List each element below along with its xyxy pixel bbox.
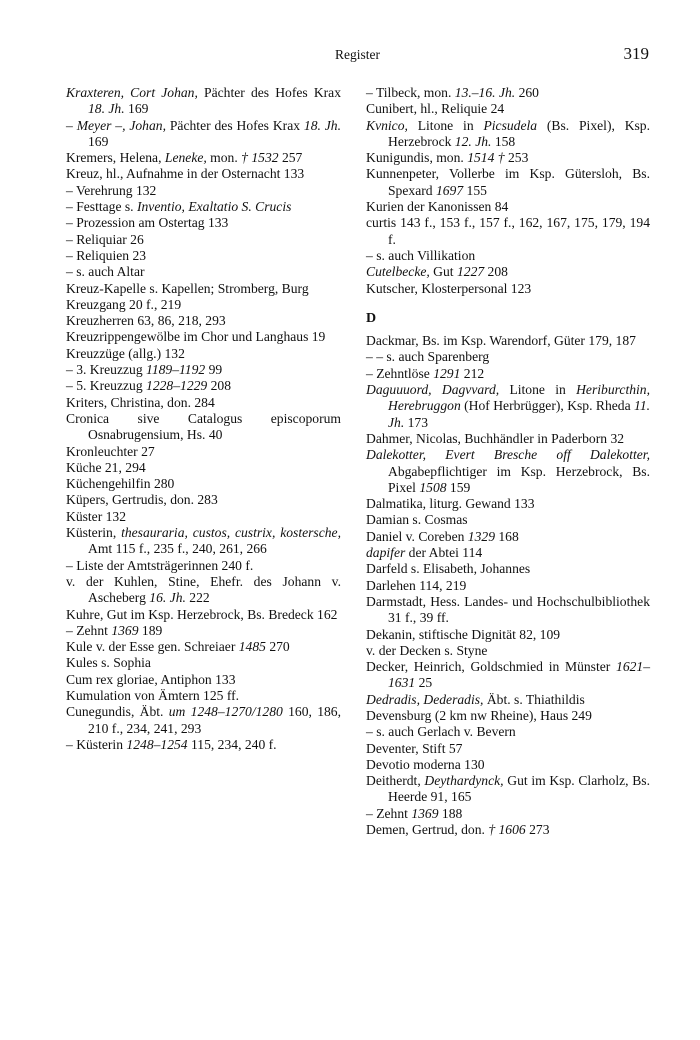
entry-text: – Zehntlöse xyxy=(366,365,434,381)
entry-text: Kunigundis, mon. xyxy=(366,150,468,166)
entry-text: 168 xyxy=(494,528,519,544)
entry-text: Cunegundis, Äbt. xyxy=(66,704,169,720)
index-entry xyxy=(66,444,341,460)
index-entry xyxy=(366,349,650,365)
entry-text: Devensburg (2 km nw Rheine), Haus 249 xyxy=(366,707,592,723)
index-entry xyxy=(366,806,650,822)
entry-text: Kurien der Kanonissen 84 xyxy=(366,199,509,215)
index-entry xyxy=(66,525,341,558)
entry-text-italic: 13.–16. Jh. xyxy=(454,85,516,100)
entry-text: – Verehrung 132 xyxy=(66,182,157,198)
entry-text: Kreuz, hl., Aufnahme in der Osternacht 133 xyxy=(66,166,305,182)
entry-text: 155 xyxy=(463,182,487,198)
entry-text: Gut im Ksp. Clarholz, Bs. Heerde 91, 165 xyxy=(388,773,650,805)
index-entry xyxy=(366,496,650,512)
index-entry xyxy=(366,333,650,349)
section-heading: D xyxy=(366,310,377,326)
entry-text: v. der Kuhlen, Stine, Ehefr. des Johann v. Ascheberg xyxy=(66,573,341,606)
entry-text-italic: 16. Jh. xyxy=(149,590,186,606)
index-entry xyxy=(66,183,341,199)
index-entry xyxy=(366,150,650,166)
index-entry xyxy=(66,704,341,737)
entry-text: Dalmatika, liturg. Gewand 133 xyxy=(366,496,535,512)
index-entry xyxy=(66,118,341,151)
entry-text: mon. xyxy=(206,150,242,166)
index-entry xyxy=(66,362,341,378)
entry-text: Cronica sive Catalogus episcoporum Osnabrugensium, Hs. 40 xyxy=(66,410,341,443)
entry-text: Küpers, Gertrudis, don. 283 xyxy=(66,492,218,508)
entry-text: – 5. Kreuzzug xyxy=(66,378,147,394)
entry-text: Demen, Gertrud, don. xyxy=(366,822,489,838)
entry-text: – s. auch Villikation xyxy=(366,247,476,263)
index-entry xyxy=(66,607,341,623)
index-entry xyxy=(366,118,650,151)
index-entry xyxy=(66,460,341,476)
entry-text: 99 xyxy=(205,362,223,378)
entry-text-italic: Picsudela xyxy=(483,117,538,133)
index-entry xyxy=(366,643,650,659)
entry-text: Kriters, Christina, don. 284 xyxy=(66,394,215,410)
entry-text-italic: 18. Jh. xyxy=(303,117,342,133)
index-entry xyxy=(66,476,341,492)
entry-text: Kule v. der Esse gen. Schreiaer xyxy=(66,639,239,655)
index-entry xyxy=(66,574,341,607)
entry-text: Deitherdt, xyxy=(366,773,425,789)
entry-text-italic: dapifer xyxy=(366,545,406,561)
entry-text-italic: Inventio, Exaltatio S. Crucis xyxy=(136,199,292,215)
index-entry xyxy=(66,688,341,704)
entry-text: – xyxy=(66,117,77,133)
entry-text: – Reliquiar 26 xyxy=(66,231,144,247)
entry-text: Deventer, Stift 57 xyxy=(366,740,463,756)
entry-text-italic: 1514 † xyxy=(467,150,505,166)
entry-text: – Tilbeck, mon. xyxy=(366,85,455,100)
entry-text: 257 xyxy=(278,150,303,166)
index-entry xyxy=(366,431,650,447)
entry-text-italic: 1329 xyxy=(467,528,495,544)
entry-text-italic: Kvnico, xyxy=(366,117,408,133)
entry-text-italic: 1369 xyxy=(111,622,139,638)
page-number: 319 xyxy=(623,44,649,63)
index-entry xyxy=(366,512,650,528)
index-entry xyxy=(66,281,341,297)
entry-text-italic: thesauraria, custos, custrix, kostersche, xyxy=(121,525,341,541)
entry-text: 270 xyxy=(265,639,290,655)
index-entry xyxy=(66,346,341,362)
entry-text-italic: 1508 xyxy=(419,479,447,495)
entry-text: – Prozession am Ostertag 133 xyxy=(66,215,229,231)
entry-text-italic: 18. Jh. xyxy=(88,101,125,117)
entry-text: v. der Decken s. Styne xyxy=(366,642,488,658)
entry-text: Kuhre, Gut im Ksp. Herzebrock, Bs. Bredeck 162 xyxy=(66,606,338,622)
index-entry xyxy=(366,741,650,757)
entry-text: – Zehnt xyxy=(366,805,412,821)
index-entry xyxy=(66,558,341,574)
index-entry xyxy=(366,366,650,382)
index-entry xyxy=(66,737,341,753)
entry-text: Kreuzherren 63, 86, 218, 293 xyxy=(66,313,226,329)
index-entry xyxy=(66,395,341,411)
index-entry xyxy=(66,166,341,182)
index-entry xyxy=(366,85,650,101)
entry-text: Litone in xyxy=(407,117,484,133)
entry-text: Küchengehilfin 280 xyxy=(66,476,175,492)
index-entry xyxy=(366,264,650,280)
entry-text: – s. auch Gerlach v. Bevern xyxy=(366,724,516,740)
entry-text-italic: Cutelbecke, xyxy=(366,264,430,280)
index-entry xyxy=(366,529,650,545)
entry-text-italic: um 1248–1270/1280 xyxy=(168,704,283,720)
entry-text: 189 xyxy=(138,622,163,638)
index-entry xyxy=(66,199,341,215)
index-entry xyxy=(66,297,341,313)
entry-text: Dahmer, Nicolas, Buchhändler in Paderborn 32 xyxy=(366,430,625,446)
index-entry xyxy=(66,672,341,688)
index-entry xyxy=(366,382,650,431)
running-head: Register xyxy=(335,47,380,62)
index-column-left xyxy=(66,85,341,753)
entry-text-italic: Dedradis, Dederadis, xyxy=(366,691,484,707)
entry-text: Devotio moderna 130 xyxy=(366,756,485,772)
entry-text: 222 xyxy=(185,590,210,606)
entry-text-italic: 1189–1192 xyxy=(146,362,206,378)
index-entry xyxy=(66,232,341,248)
entry-text: Äbt. s. Thiathildis xyxy=(483,691,585,707)
entry-text-italic: Dalekotter, Evert Bresche off Dalekotter, xyxy=(366,447,650,463)
entry-text-italic: Leneke, xyxy=(164,150,207,166)
entry-text-italic: 1621–1631 xyxy=(388,659,650,691)
index-entry xyxy=(66,509,341,525)
index-entry xyxy=(66,411,341,444)
index-column-right xyxy=(366,85,650,838)
index-entry xyxy=(366,166,650,199)
index-entry xyxy=(66,85,341,118)
entry-text: 253 xyxy=(504,150,529,166)
entry-text: 158 xyxy=(491,133,516,149)
index-entry xyxy=(366,248,650,264)
entry-text: Decker, Heinrich, Goldschmied in Münster xyxy=(366,659,617,675)
entry-text: – – s. auch Sparenberg xyxy=(366,349,490,365)
entry-text: Küsterin, xyxy=(66,525,122,541)
entry-text: – 3. Kreuzzug xyxy=(66,362,147,378)
index-entry xyxy=(66,313,341,329)
entry-text-italic: 1369 xyxy=(411,805,439,821)
index-entry xyxy=(366,215,650,248)
entry-text: 188 xyxy=(438,805,463,821)
entry-text-italic: 1227 xyxy=(456,264,485,280)
entry-text: Kreuzrippengewölbe im Chor und Langhaus 19 xyxy=(66,329,326,345)
index-entry xyxy=(366,199,650,215)
index-entry xyxy=(366,447,650,496)
index-entry xyxy=(66,150,341,166)
index-entry xyxy=(66,248,341,264)
entry-text: Darfeld s. Elisabeth, Johannes xyxy=(366,561,531,577)
entry-text: – Küsterin xyxy=(66,736,127,752)
entry-text: Pächter des Hofes Krax xyxy=(197,85,341,100)
index-entry xyxy=(366,578,650,594)
index-entry xyxy=(366,561,650,577)
entry-text: 25 xyxy=(415,675,433,691)
index-entry xyxy=(366,692,650,708)
index-entry xyxy=(366,627,650,643)
index-entry xyxy=(366,724,650,740)
index-entry xyxy=(366,659,650,692)
entry-text-italic: Meyer –, Johan, xyxy=(76,117,166,133)
entry-text: Cunibert, hl., Reliquie 24 xyxy=(366,101,505,117)
entry-text: Dackmar, Bs. im Ksp. Warendorf, Güter 179, 187 xyxy=(366,333,636,349)
entry-text: Kreuz-Kapelle s. Kapellen; Stromberg, Burg xyxy=(66,280,309,296)
entry-text: der Abtei 114 xyxy=(405,545,483,561)
entry-text-italic: 1228–1229 xyxy=(146,378,208,394)
entry-text: – Zehnt xyxy=(66,622,112,638)
index-entry xyxy=(66,264,341,280)
entry-text: – s. auch Altar xyxy=(66,264,145,280)
entry-text: Kunnenpeter, Vollerbe im Ksp. Gütersloh, Bs. Spexard xyxy=(366,166,650,198)
index-entry xyxy=(66,329,341,345)
entry-text: Kremers, Helena, xyxy=(66,150,165,166)
entry-text: 273 xyxy=(525,822,550,838)
page-header xyxy=(66,44,649,66)
entry-text: curtis 143 f., 153 f., 157 f., 162, 167, 175, 179, 194 f. xyxy=(366,215,650,247)
entry-text: Küche 21, 294 xyxy=(66,459,146,475)
index-entry xyxy=(366,281,650,297)
entry-text: Darmstadt, Hess. Landes- und Hochschulbibliothek 31 f., 39 ff. xyxy=(366,593,650,626)
entry-text: Kronleuchter 27 xyxy=(66,443,155,459)
index-entry xyxy=(366,545,650,561)
entry-text-italic: Deythardynck, xyxy=(424,773,504,789)
entry-text: Kumulation von Ämtern 125 ff. xyxy=(66,687,240,703)
entry-text: Pächter des Hofes Krax xyxy=(165,117,304,133)
index-entry xyxy=(366,757,650,773)
entry-text-italic: 1485 xyxy=(238,639,266,655)
entry-text-italic: 1248–1254 xyxy=(126,736,188,752)
entry-text: Gut xyxy=(429,264,457,280)
entry-text: 169 xyxy=(88,133,109,149)
entry-text: Kreuzzüge (allg.) 132 xyxy=(66,345,185,361)
entry-text-italic: Heriburcthin, Herebruggon xyxy=(388,382,650,414)
index-entry xyxy=(366,708,650,724)
index-entry xyxy=(66,378,341,394)
entry-text-italic: 1291 xyxy=(433,365,461,381)
entry-text: Cum rex gloriae, Antiphon 133 xyxy=(66,671,236,687)
entry-text: Litone in xyxy=(499,382,577,398)
entry-text: Dekanin, stiftische Dignität 82, 109 xyxy=(366,626,561,642)
entry-text: – Liste der Amtsträgerinnen 240 f. xyxy=(66,557,254,573)
entry-text: – Reliquien 23 xyxy=(66,247,147,263)
entry-text-italic: Kraxteren, Cort Johan, xyxy=(66,85,198,100)
index-entry xyxy=(366,822,650,838)
entry-text: 115, 234, 240 f. xyxy=(187,736,277,752)
entry-text: (Hof Herbrügger), Ksp. Rheda xyxy=(460,398,635,414)
entry-text: Damian s. Cosmas xyxy=(366,512,468,528)
index-entry xyxy=(66,639,341,655)
entry-text: (Bs. Pixel), Ksp. Herzebrock xyxy=(388,117,650,149)
index-entry xyxy=(66,492,341,508)
entry-text: Abgabepflichtiger im Ksp. Herzebrock, Bs. Pixel xyxy=(388,463,650,495)
entry-text: 208 xyxy=(484,264,508,280)
entry-text: Kutscher, Klosterpersonal 123 xyxy=(366,280,532,296)
entry-text: 159 xyxy=(446,479,471,495)
entry-text-italic: † 1532 xyxy=(241,150,279,166)
entry-text-italic: 1697 xyxy=(435,182,464,198)
index-entry xyxy=(366,101,650,117)
entry-text: – Festtage s. xyxy=(66,199,137,215)
entry-text: Amt 115 f., 235 f., 240, 261, 266 xyxy=(88,541,267,557)
entry-text-italic: 12. Jh. xyxy=(454,133,492,149)
index-entry xyxy=(366,773,650,806)
entry-text-italic: 11. Jh. xyxy=(388,398,651,430)
entry-text: 169 xyxy=(124,101,149,117)
entry-text: Daniel v. Coreben xyxy=(366,528,468,544)
entry-text-italic: † 1606 xyxy=(488,822,526,838)
entry-text: Darlehen 114, 219 xyxy=(366,577,467,593)
entry-text-italic: Daguuuord, Dagvvard, xyxy=(366,382,500,398)
entry-text: 160, 186, 210 f., 234, 241, 293 xyxy=(88,704,341,736)
entry-text: 173 xyxy=(404,414,429,430)
entry-text: Kreuzgang 20 f., 219 xyxy=(66,296,182,312)
index-entry xyxy=(66,623,341,639)
index-entry xyxy=(66,655,341,671)
index-entry xyxy=(366,594,650,627)
index-entry xyxy=(66,215,341,231)
entry-text: 208 xyxy=(207,378,231,394)
entry-text: Kules s. Sophia xyxy=(66,655,151,671)
entry-text: Küster 132 xyxy=(66,508,127,524)
entry-text: 212 xyxy=(460,365,485,381)
entry-text: 260 xyxy=(515,85,539,100)
